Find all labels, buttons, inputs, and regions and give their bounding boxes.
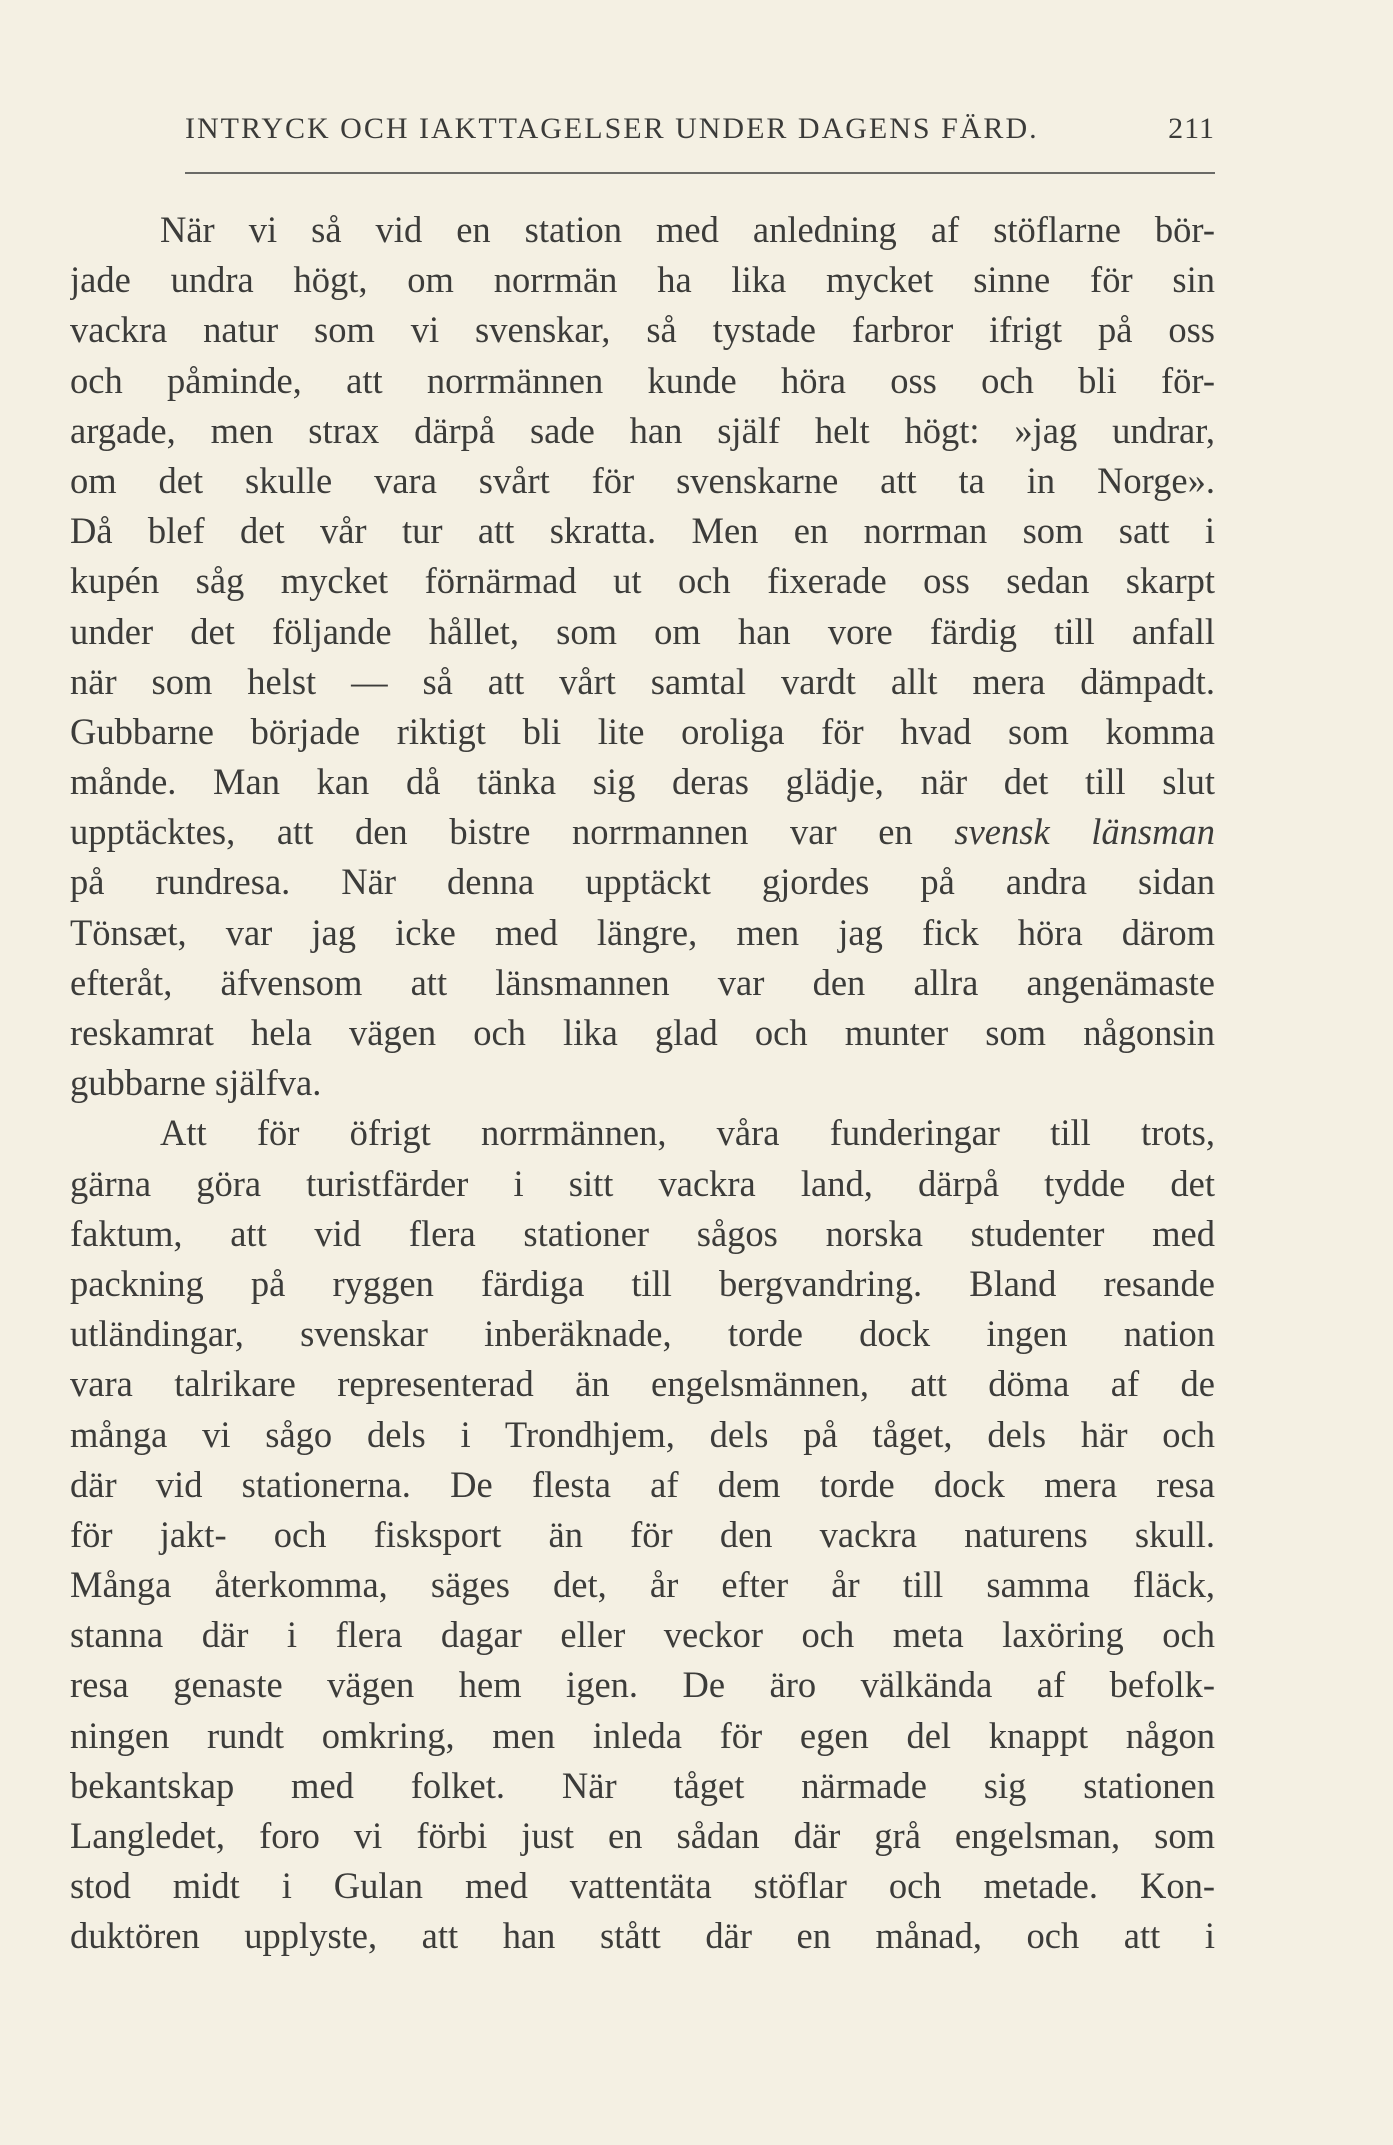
- text-line: [70, 807, 1215, 857]
- text-line: [70, 406, 1215, 456]
- text-line-content: duktören upplyste, att han stått där en månad, och att i: [70, 1915, 1215, 1957]
- text-line: [70, 1510, 1215, 1560]
- text-line: [70, 1711, 1215, 1761]
- text-line-content: om det skulle vara svårt för svenskarne att ta in Norge».: [70, 459, 1215, 501]
- text-line: [70, 857, 1215, 907]
- text-line: [70, 305, 1215, 355]
- text-line-content: kupén såg mycket förnärmad ut och fixerade oss sedan skarpt: [70, 560, 1215, 602]
- text-line-content: Langledet, foro vi förbi just en sådan där grå engelsman, som: [70, 1815, 1215, 1856]
- text-line-content: under det följande hållet, som om han vore färdig till anfall: [70, 610, 1215, 652]
- text-line-content: Att för öfrigt norrmännen, våra funderingar till trots,: [160, 1112, 1215, 1154]
- text-line-content: månde. Man kan då tänka sig deras glädje, när det till slut: [70, 761, 1215, 803]
- text-line: [70, 1410, 1215, 1460]
- text-line-content: stanna där i flera dagar eller veckor och meta laxöring och: [70, 1614, 1215, 1656]
- text-line: [70, 757, 1215, 807]
- running-head: [185, 112, 1215, 152]
- text-line-content: resa genaste vägen hem igen. De äro välkända af befolk-: [70, 1664, 1215, 1706]
- header-rule: [185, 172, 1215, 174]
- italic-phrase: svensk länsman: [954, 811, 1215, 853]
- text-line-content: argade, men strax därpå sade han själf helt högt: »jag undrar,: [70, 409, 1215, 451]
- text-line: [70, 1359, 1215, 1409]
- page-number: 211: [1168, 112, 1215, 145]
- text-line: [70, 607, 1215, 657]
- text-line: [70, 1761, 1215, 1811]
- text-line-content: gärna göra turistfärder i sitt vackra land, därpå tydde det: [70, 1162, 1215, 1204]
- text-line-content: vackra natur som vi svenskar, så tystade farbror ifrigt på oss: [70, 309, 1215, 351]
- text-line: [70, 205, 1215, 255]
- text-line: [70, 1460, 1215, 1510]
- text-line-content: packning på ryggen färdiga till bergvandring. Bland resande: [70, 1262, 1215, 1304]
- text-line: [70, 1108, 1215, 1158]
- text-line: [70, 657, 1215, 707]
- text-line-content: faktum, att vid flera stationer sågos norska studenter med: [70, 1212, 1215, 1254]
- text-line-content: gubbarne själfva.: [70, 1062, 322, 1104]
- text-line-content: på rundresa. När denna upptäckt gjordes på andra sidan: [70, 861, 1215, 903]
- text-line: [70, 255, 1215, 305]
- text-line: [70, 1811, 1215, 1861]
- running-head-title: INTRYCK OCH IAKTTAGELSER UNDER DAGENS FÄRD.: [185, 112, 1039, 145]
- text-line: [70, 556, 1215, 606]
- text-line-content: Gubbarne började riktigt bli lite oroliga för hvad som komma: [70, 710, 1215, 752]
- text-line-content: utländingar, svenskar inberäknade, torde dock ingen nation: [70, 1313, 1215, 1355]
- text-line-content: Många återkomma, säges det, år efter år till samma fläck,: [70, 1564, 1215, 1606]
- text-line-content: för jakt- och fisksport än för den vackra naturens skull.: [70, 1513, 1215, 1555]
- text-line: [70, 1610, 1215, 1660]
- text-line-content: ningen rundt omkring, men inleda för egen del knappt någon: [70, 1714, 1215, 1756]
- text-line-content: efteråt, äfvensom att länsmannen var den allra angenämaste: [70, 961, 1215, 1003]
- text-line-content: Tönsæt, var jag icke med längre, men jag fick höra därom: [70, 911, 1215, 953]
- text-line-content: När vi så vid en station med anledning af stöflarne bör-: [160, 209, 1215, 250]
- text-line: [70, 356, 1215, 406]
- text-line: [70, 1259, 1215, 1309]
- text-line: [70, 1861, 1215, 1911]
- text-line-content: Då blef det vår tur att skratta. Men en norrman som satt i: [70, 510, 1215, 552]
- text-line: [70, 1058, 1215, 1108]
- text-line: [70, 707, 1215, 757]
- text-line-content: bekantskap med folket. När tåget närmade sig stationen: [70, 1764, 1215, 1806]
- text-line-content: jade undra högt, om norrmän ha lika mycket sinne för sin: [70, 259, 1215, 301]
- text-line: [70, 1660, 1215, 1710]
- text-line: [70, 908, 1215, 958]
- text-line: [70, 1309, 1215, 1359]
- text-line-content: och påminde, att norrmännen kunde höra oss och bli för-: [70, 359, 1215, 401]
- text-line: [70, 1911, 1215, 1961]
- text-line-content: reskamrat hela vägen och lika glad och munter som någonsin: [70, 1012, 1215, 1053]
- body-text: [70, 205, 1215, 1962]
- text-line: [70, 958, 1215, 1008]
- text-line-content: många vi sågo dels i Trondhjem, dels på tåget, dels här och: [70, 1413, 1215, 1455]
- text-line: [70, 1560, 1215, 1610]
- text-line: [70, 1209, 1215, 1259]
- text-line-content: upptäcktes, att den bistre norrmannen var en: [70, 811, 913, 853]
- text-line-content: stod midt i Gulan med vattentäta stöflar och metade. Kon-: [70, 1865, 1215, 1907]
- text-line: [70, 1159, 1215, 1209]
- text-line-content: när som helst — så att vårt samtal vardt allt mera dämpadt.: [70, 660, 1215, 702]
- text-line: [70, 456, 1215, 506]
- text-line: [70, 1008, 1215, 1058]
- text-line-content: där vid stationerna. De flesta af dem torde dock mera resa: [70, 1463, 1215, 1505]
- text-line: [70, 506, 1215, 556]
- text-line-content: vara talrikare representerad än engelsmännen, att döma af de: [70, 1363, 1215, 1405]
